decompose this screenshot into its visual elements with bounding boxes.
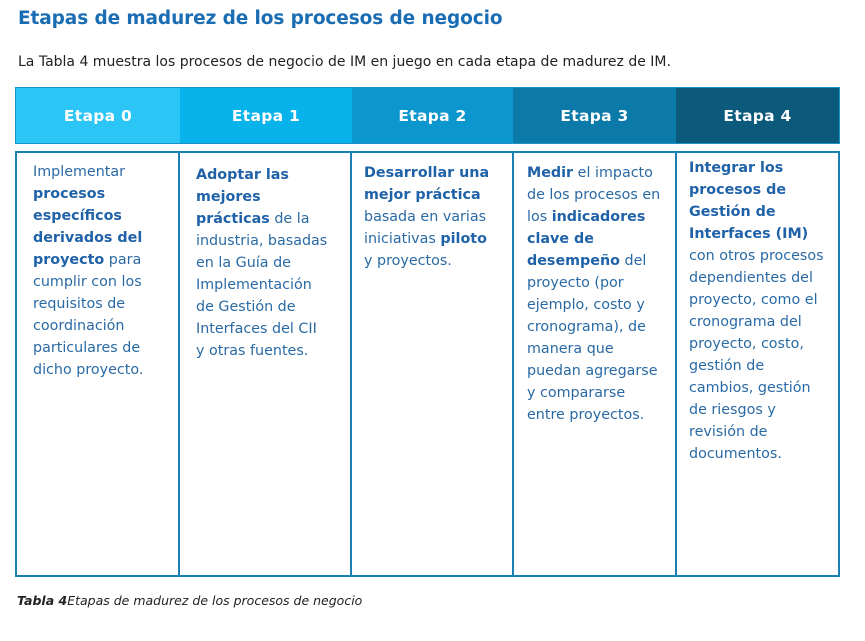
page-title: Etapas de madurez de los procesos de negocio: [18, 8, 503, 29]
header-stage-3: Etapa 3: [513, 88, 676, 143]
cell-text-segment: indicadores clave de desempeño: [527, 209, 646, 269]
cell-stage-3: [514, 153, 677, 575]
cell-text-segment: Medir: [527, 165, 574, 181]
cell-stage-1: [180, 153, 352, 575]
caption-label: Tabla 4: [17, 593, 68, 608]
cell-text-segment: basada en varias iniciativas: [364, 209, 487, 247]
cell-text-segment: Implementar: [33, 164, 126, 180]
cell-text-segment: Adoptar las mejores prácticas: [196, 167, 289, 227]
cell-text-segment: el impacto de los procesos en los: [527, 165, 661, 225]
header-stage-2: Etapa 2: [352, 88, 513, 143]
table-caption: [17, 593, 362, 608]
cell-text-segment: del proyecto (por ejemplo, costo y cronograma), de manera que puedan agregarse y compararse entre proyectos.: [527, 253, 658, 423]
intro-paragraph: La Tabla 4 muestra los procesos de negocio de IM en juego en cada etapa de madurez de IM.: [18, 54, 671, 70]
cell-text-segment: Integrar los procesos de Gestión de Interfaces (IM): [689, 160, 809, 242]
header-stage-4: Etapa 4: [676, 88, 839, 143]
cell-text-segment: para cumplir con los requisitos de coordinación particulares de dicho proyecto.: [33, 252, 144, 378]
cell-stage-4: [677, 153, 838, 575]
table-header-row: [15, 87, 840, 144]
table-body-row: [15, 151, 840, 577]
header-stage-1: Etapa 1: [180, 88, 352, 143]
cell-text-segment: de la industria, basadas en la Guía de Implementación de Gestión de Interfaces del CII y otras fuentes.: [196, 211, 328, 359]
cell-text-segment: Desarrollar una mejor práctica: [364, 165, 490, 203]
cell-stage-2: [352, 153, 514, 575]
cell-text-segment: con otros procesos dependientes del proyecto, como el cronograma del proyecto, costo, gestión de cambios, gestión de riesgos y revisión de documentos.: [689, 248, 824, 462]
caption-text: Etapas de madurez de los procesos de negocio: [67, 593, 363, 608]
cell-text-segment: procesos específicos derivados del proyecto: [33, 186, 143, 268]
cell-stage-0: [17, 153, 180, 575]
cell-text-segment: y proyectos.: [364, 253, 452, 269]
header-stage-0: Etapa 0: [16, 88, 180, 143]
cell-text-segment: piloto: [440, 231, 487, 247]
